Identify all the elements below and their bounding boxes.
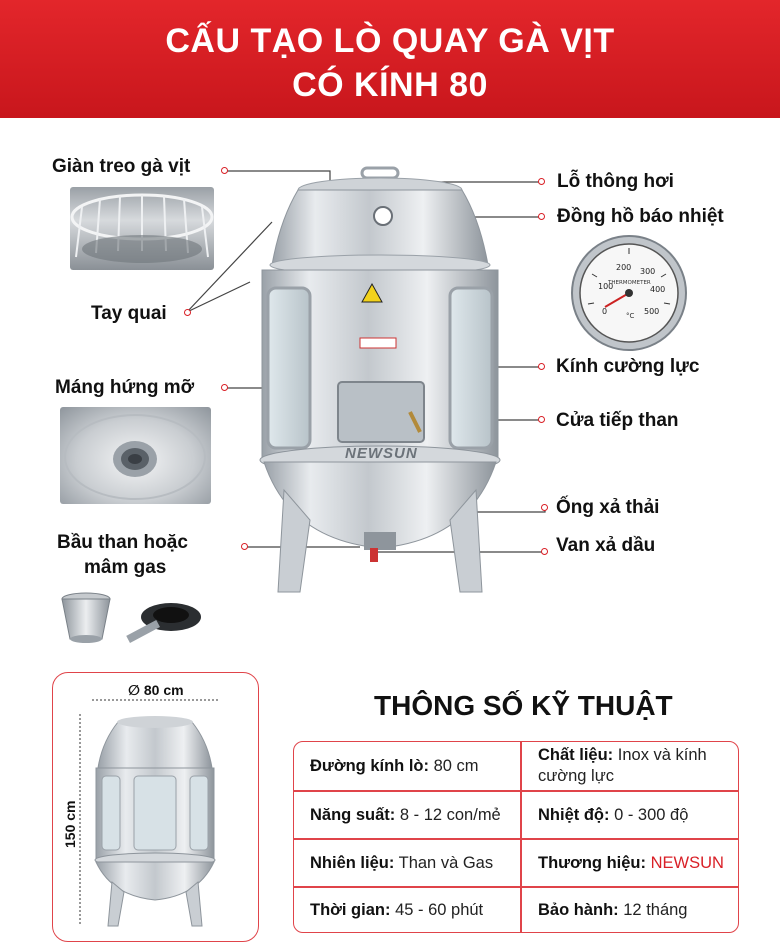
spec-cell-duong-kinh — [294, 742, 520, 790]
callout-dot — [221, 384, 228, 391]
label-van-xa-dau: Van xả dầu — [556, 535, 656, 556]
label-bau-than-1: Bầu than hoặc — [57, 532, 188, 553]
callout-dot — [538, 178, 545, 185]
grease-tray-photo — [60, 407, 211, 504]
thermometer-gauge — [570, 234, 688, 352]
spec-label: Nhiên liệu: — [310, 853, 395, 872]
spec-table — [293, 741, 739, 933]
gauge-tick-0: 0 — [602, 307, 608, 316]
label-tay-quai: Tay quai — [91, 303, 167, 324]
spec-label: Nhiệt độ: — [538, 805, 610, 824]
label-dong-ho: Đồng hồ báo nhiệt — [557, 206, 724, 227]
dimension-height: 150 cm — [62, 800, 78, 848]
label-gian-treo: Giàn treo gà vịt — [52, 156, 191, 177]
spec-cell-nang-suat — [294, 791, 520, 839]
callout-dot — [184, 309, 191, 316]
spec-value: 80 cm — [429, 756, 479, 775]
spec-cell-thoi-gian — [294, 887, 520, 933]
label-mang-hung-mo: Máng hứng mỡ — [55, 377, 195, 398]
spec-label: Thời gian: — [310, 901, 391, 919]
gauge-label: THERMOMETER — [608, 280, 651, 286]
gauge-tick-500: 500 — [644, 307, 660, 316]
hanging-rack-illustration — [70, 187, 214, 270]
page-title-line-2: CÓ KÍNH 80 — [292, 66, 488, 104]
label-bau-than-2: mâm gas — [84, 557, 167, 578]
spec-cell-bao-hanh — [522, 887, 739, 933]
spec-value: Inox và kính cường lực — [538, 746, 707, 785]
callout-dot — [241, 543, 248, 550]
gauge-tick-400: 400 — [650, 285, 666, 294]
spec-cell-nhien-lieu — [294, 839, 520, 887]
callout-dot — [541, 504, 548, 511]
spec-cell-chat-lieu — [522, 742, 739, 790]
header-banner — [0, 0, 780, 118]
label-kinh-cuong-luc: Kính cường lực — [556, 356, 700, 377]
label-cua-tiep-than: Cửa tiếp than — [556, 410, 679, 431]
brand-plate: NEWSUN — [345, 445, 418, 462]
gauge-tick-100: 100 — [598, 282, 614, 291]
spec-title: THÔNG SỐ KỸ THUẬT — [374, 690, 673, 721]
spec-value: Than và Gas — [394, 853, 494, 872]
spec-label: Thương hiệu: — [538, 853, 646, 872]
spec-value: 45 - 60 phút — [390, 901, 484, 919]
label-lo-thong-hoi: Lỗ thông hơi — [557, 171, 674, 192]
dimension-illustration — [52, 672, 259, 942]
callout-dot — [538, 363, 545, 370]
spec-value: 0 - 300 độ — [609, 805, 689, 824]
spec-cell-thuong-hieu — [522, 839, 739, 887]
callout-dot — [541, 548, 548, 555]
label-ong-xa-thai: Ống xả thải — [556, 497, 660, 518]
spec-label: Chất liệu: — [538, 746, 614, 764]
burner-photo — [56, 587, 206, 657]
spec-label: Năng suất: — [310, 805, 396, 824]
roaster-illustration — [250, 160, 510, 605]
spec-value: 12 tháng — [618, 901, 688, 919]
spec-cell-nhiet-do — [522, 791, 739, 839]
page-title-line-1: CẤU TẠO LÒ QUAY GÀ VỊT — [165, 22, 615, 60]
dimension-diameter: ∅ 80 cm — [128, 682, 184, 698]
callout-dot — [221, 167, 228, 174]
spec-label: Đường kính lò: — [310, 756, 429, 775]
burner-illustration — [56, 587, 206, 657]
spec-value: 8 - 12 con/mẻ — [395, 805, 501, 824]
callout-dot — [538, 416, 545, 423]
spec-label: Bảo hành: — [538, 901, 619, 919]
spec-value-brand: NEWSUN — [646, 853, 724, 872]
callout-dot — [538, 213, 545, 220]
gauge-tick-200: 200 — [616, 263, 632, 272]
gauge-tick-300: 300 — [640, 267, 656, 276]
hanging-rack-photo — [70, 187, 214, 270]
gauge-unit: °C — [626, 312, 635, 320]
grease-tray-illustration — [60, 407, 211, 504]
